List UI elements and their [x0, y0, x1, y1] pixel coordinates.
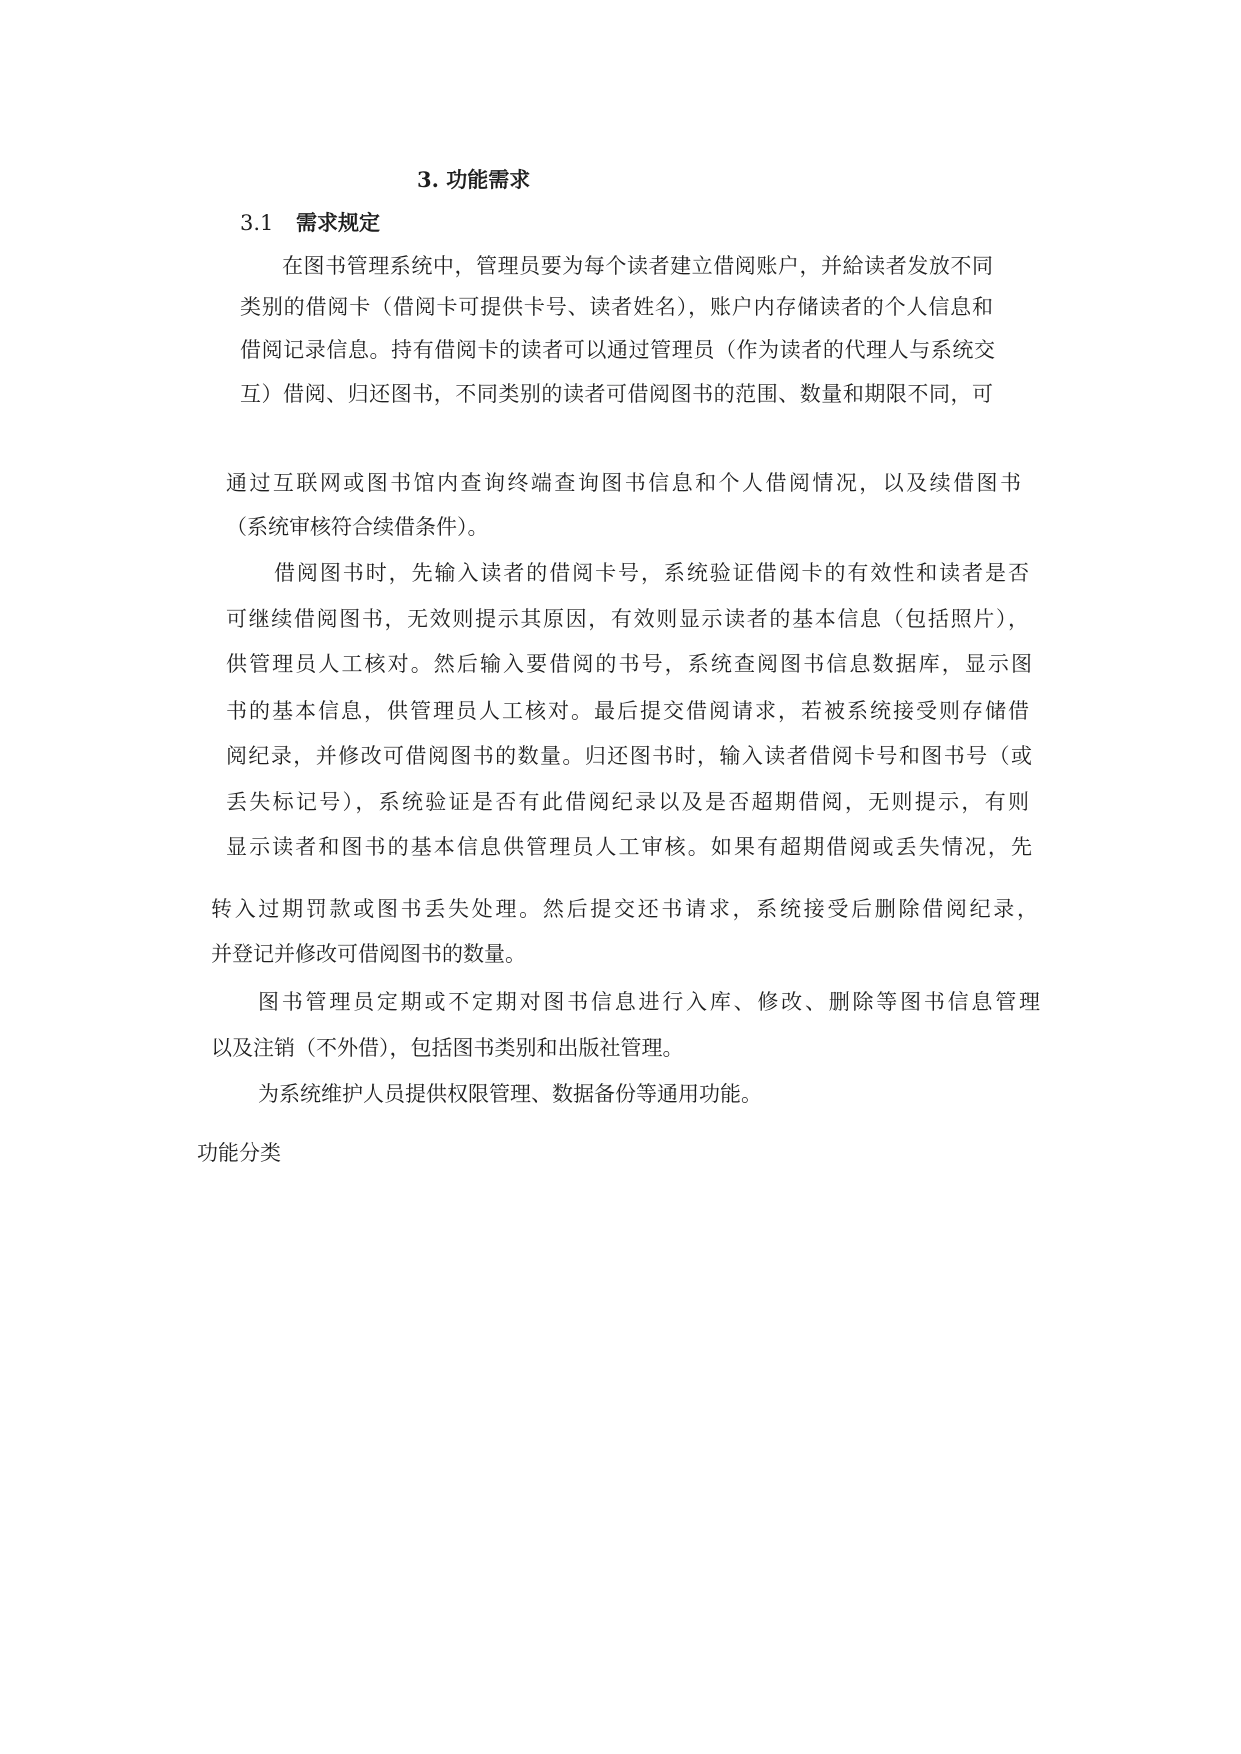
text-line: 为系统维护人员提供权限管理、数据备份等通用功能。 [258, 1082, 762, 1106]
text-line: 书的基本信息，供管理员人工核对。最后提交借阅请求，若被系统接受则存储借 [226, 699, 1029, 723]
text-line: 在图书管理系统中，管理员要为每个读者建立借阅账户，并給读者发放不同 [282, 254, 993, 278]
text-line: 互）借阅、归还图书，不同类别的读者可借阅图书的范围、数量和期限不同，可 [240, 382, 993, 406]
text-line: 可继续借阅图书，无效则提示其原因，有效则显示读者的基本信息（包括照片）， [226, 607, 1029, 631]
text-line: 阅纪录，并修改可借阅图书的数量。归还图书时，输入读者借阅卡号和图书号（或 [226, 744, 1032, 768]
subsection-title: 需求规定 [296, 210, 380, 235]
subsection-number: 3.1 [240, 211, 274, 235]
text-line: 转入过期罚款或图书丢失处理。然后提交还书请求，系统接受后删除借阅纪录， [211, 897, 1038, 921]
text-line: 借阅记录信息。持有借阅卡的读者可以通过管理员（作为读者的代理人与系统交 [240, 338, 995, 362]
text-line: 丢失标记号），系统验证是否有此借阅纪录以及是否超期借阅，无则提示，有则 [226, 790, 1029, 814]
text-line: 显示读者和图书的基本信息供管理员人工审核。如果有超期借阅或丢失情况，先 [226, 835, 1032, 859]
text-line: （系统审核符合续借条件）。 [226, 515, 489, 539]
subsection-heading [240, 208, 380, 238]
text-line: 图书管理员定期或不定期对图书信息进行入库、修改、删除等图书信息管理 [258, 990, 1040, 1014]
text-line: 类别的借阅卡（借阅卡可提供卡号、读者姓名），账户内存储读者的个人信息和 [240, 295, 993, 319]
text-line: 以及注销（不外借），包括图书类别和出版社管理。 [211, 1036, 684, 1060]
text-line: 通过互联网或图书馆内查询终端查询图书信息和个人借阅情况，以及续借图书 [226, 471, 1021, 495]
text-line: 并登记并修改可借阅图书的数量。 [211, 942, 526, 966]
section-title: 3. 功能需求 [417, 167, 531, 192]
text-line: 供管理员人工核对。然后输入要借阅的书号，系统查阅图书信息数据库，显示图 [226, 652, 1032, 676]
text-line: 借阅图书时，先输入读者的借阅卡号，系统验证借阅卡的有效性和读者是否 [274, 561, 1029, 585]
trailing-label: 功能分类 [197, 1141, 281, 1165]
